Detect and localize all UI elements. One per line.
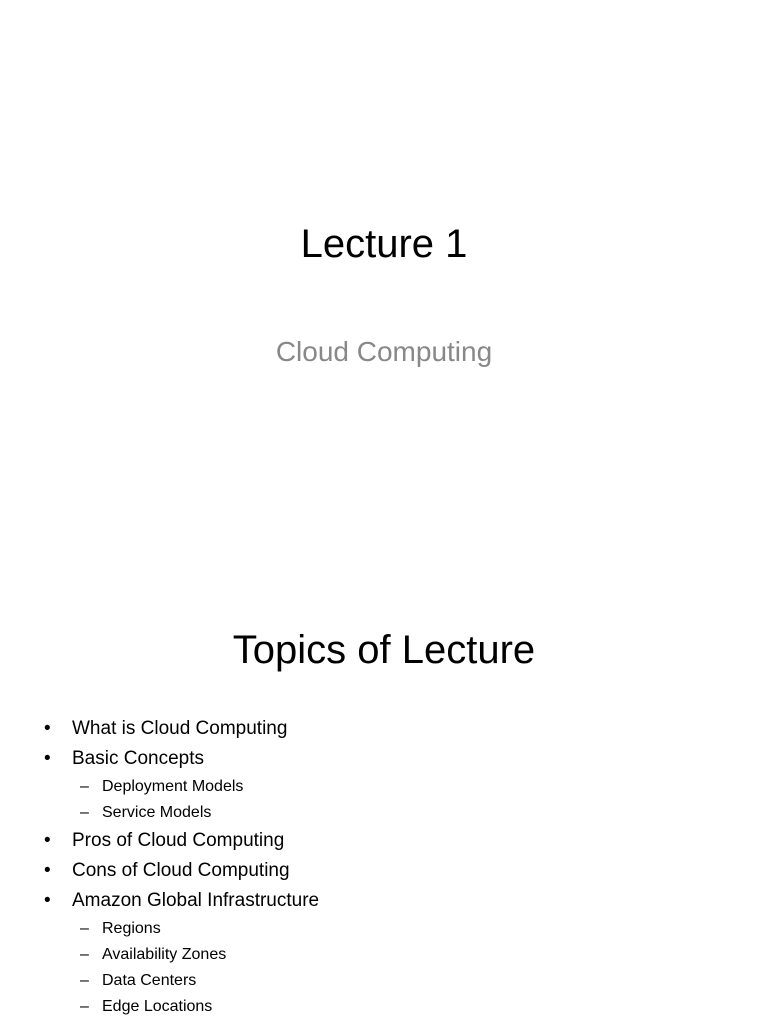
- topic-label: Pros of Cloud Computing: [72, 830, 285, 851]
- sub-topic-label: Deployment Models: [102, 778, 244, 795]
- topic-item: [44, 714, 319, 744]
- dash-icon: –: [80, 972, 89, 989]
- bullet-icon: •: [44, 748, 51, 769]
- slide-subtitle: Cloud Computing: [275, 336, 493, 367]
- topic-list: [44, 714, 319, 1020]
- bullet-icon: •: [44, 830, 51, 851]
- topic-label: Amazon Global Infrastructure: [72, 890, 320, 911]
- bullet-icon: •: [44, 890, 51, 911]
- sub-topic-item: [72, 994, 319, 1020]
- sub-topic-list: [72, 916, 319, 1020]
- sub-topic-label: Regions: [102, 920, 161, 937]
- topic-item: [44, 856, 319, 886]
- topic-label: Cons of Cloud Computing: [72, 860, 290, 881]
- dash-icon: –: [80, 998, 89, 1015]
- sub-topic-label: Availability Zones: [102, 946, 227, 963]
- topics-slide: [0, 576, 768, 1024]
- topics-title: Topics of Lecture: [232, 628, 536, 672]
- bullet-icon: •: [44, 860, 51, 881]
- bullet-icon: •: [44, 718, 51, 739]
- dash-icon: –: [80, 920, 89, 937]
- sub-topic-item: [72, 800, 319, 826]
- topic-item: [44, 826, 319, 856]
- dash-icon: –: [80, 946, 89, 963]
- dash-icon: –: [80, 778, 89, 795]
- sub-topic-item: [72, 942, 319, 968]
- topic-label: What is Cloud Computing: [72, 718, 288, 739]
- slide-title: Lecture 1: [300, 222, 468, 266]
- sub-topic-label: Edge Locations: [102, 998, 213, 1015]
- sub-topic-label: Service Models: [102, 804, 212, 821]
- sub-topic-list: [72, 774, 319, 826]
- sub-topic-item: [72, 916, 319, 942]
- sub-topic-label: Data Centers: [102, 972, 197, 989]
- sub-topic-item: [72, 774, 319, 800]
- topic-item: [44, 886, 319, 1020]
- dash-icon: –: [80, 804, 89, 821]
- topic-item: [44, 744, 319, 826]
- topic-label: Basic Concepts: [72, 748, 205, 769]
- sub-topic-item: [72, 968, 319, 994]
